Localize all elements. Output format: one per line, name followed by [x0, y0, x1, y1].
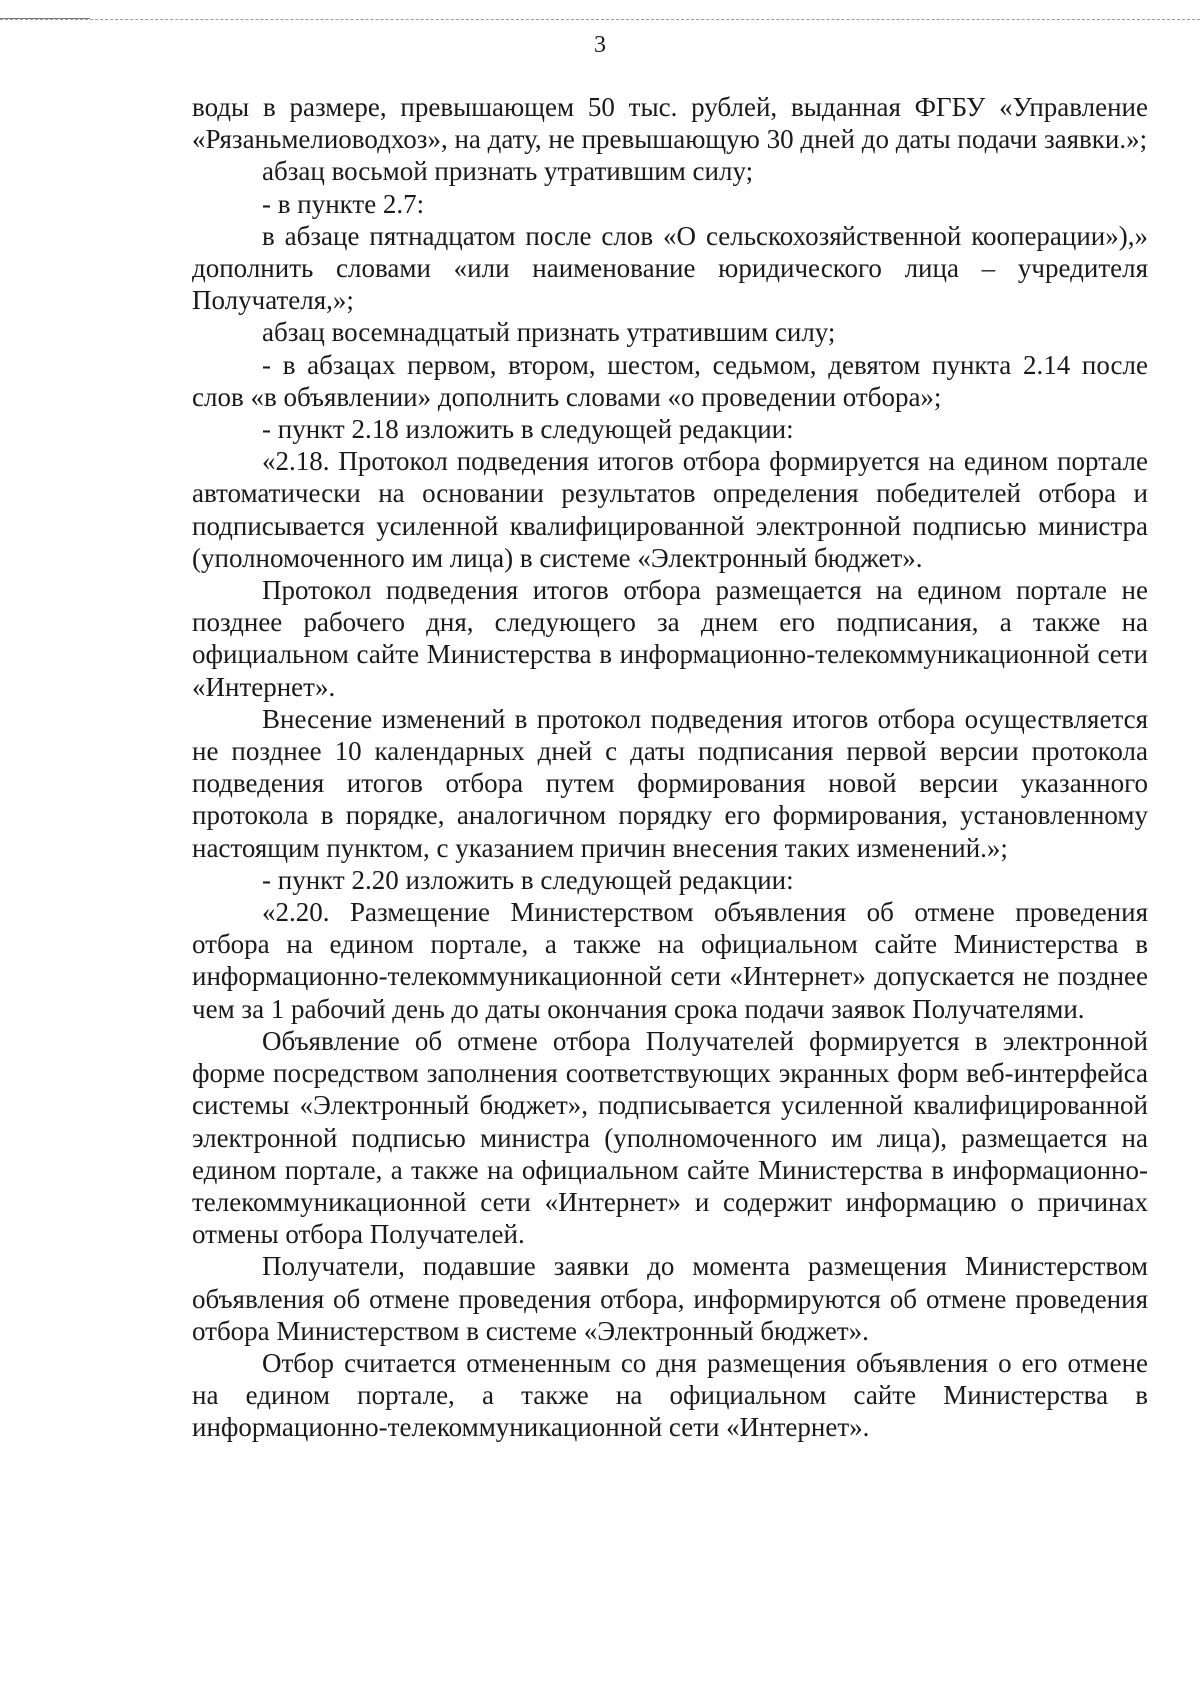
paragraph-3: - в пункте 2.7:	[262, 188, 425, 219]
scan-edge-line-left	[0, 18, 90, 19]
paragraph-6: - в абзацах первом, втором, шестом, седьмом, девятом пункта 2.14 после слов «в объявлении» дополнить словами «о проведении отбора»;	[192, 349, 1148, 412]
paragraph-9: Протокол подведения итогов отбора размещается на едином портале не позднее рабочего дня, следующего за днем его подписания, а также на официальном сайте Министерства в информационно-телекоммуникационной сети «Интернет».	[192, 575, 1148, 702]
page-number: 3	[594, 32, 606, 58]
paragraph-12: «2.20. Размещение Министерством объявления об отмене проведения отбора на едином портале, а также на официальном сайте Министерства в информационно-телекоммуникационной сети «Интернет» допускается не позднее чем за 1 рабочий день до даты окончания срока подачи заявок Получателями.	[192, 897, 1148, 1024]
paragraph-1: воды в размере, превышающем 50 тыс. рублей, выданная ФГБУ «Управление «Рязаньмелиоводхоз», на дату, не превышающую 30 дней до даты подачи заявки.»;	[192, 92, 1148, 155]
paragraph-14: Получатели, подавшие заявки до момента размещения Министерством объявления об отмене проведения отбора, информируются об отмене проведения отбора Министерством в системе «Электронный бюджет».	[192, 1251, 1148, 1346]
paragraph-11: - пункт 2.20 изложить в следующей редакции:	[262, 864, 794, 895]
paragraph-7: - пункт 2.18 изложить в следующей редакции:	[262, 414, 794, 445]
paragraph-5: абзац восемнадцатый признать утратившим силу;	[262, 317, 836, 348]
paragraph-8: «2.18. Протокол подведения итогов отбора формируется на едином портале автоматически на основании результатов определения победителей отбора и подписывается усиленной квалифицированной электронной подписью министра (уполномоченного им лица) в системе «Электронный бюджет».	[192, 446, 1148, 573]
paragraph-4: в абзаце пятнадцатом после слов «О сельскохозяйственной кооперации»),» дополнить словами «или наименование юридического лица – учредителя Получателя,»;	[192, 220, 1148, 316]
paragraph-15: Отбор считается отмененным со дня размещения объявления о его отмене на едином портале, а также на официальном сайте Министерства в информационно-телекоммуникационной сети «Интернет».	[192, 1347, 1148, 1443]
paragraph-2: абзац восьмой признать утратившим силу;	[262, 156, 754, 187]
paragraph-10: Внесение изменений в протокол подведения итогов отбора осуществляется не позднее 10 календарных дней с даты подписания первой версии протокола подведения итогов отбора путем формирования новой версии указанного протокола в порядке, аналогичном порядку его формирования, установленному настоящим пунктом, с указанием причин внесения таких изменений.»;	[192, 703, 1148, 863]
scan-edge-line	[0, 19, 1200, 20]
document-body	[192, 91, 1148, 1444]
paragraph-13: Объявление об отмене отбора Получателей формируется в электронной форме посредством заполнения соответствующих экранных форм веб-интерфейса системы «Электронный бюджет», подписывается усиленной квалифицированной электронной подписью министра (уполномоченного им лица), размещается на едином портале, а также на официальном сайте Министерства в информационно-телекоммуникационной сети «Интернет» и содержит информацию о причинах отмены отбора Получателей.	[192, 1025, 1148, 1250]
